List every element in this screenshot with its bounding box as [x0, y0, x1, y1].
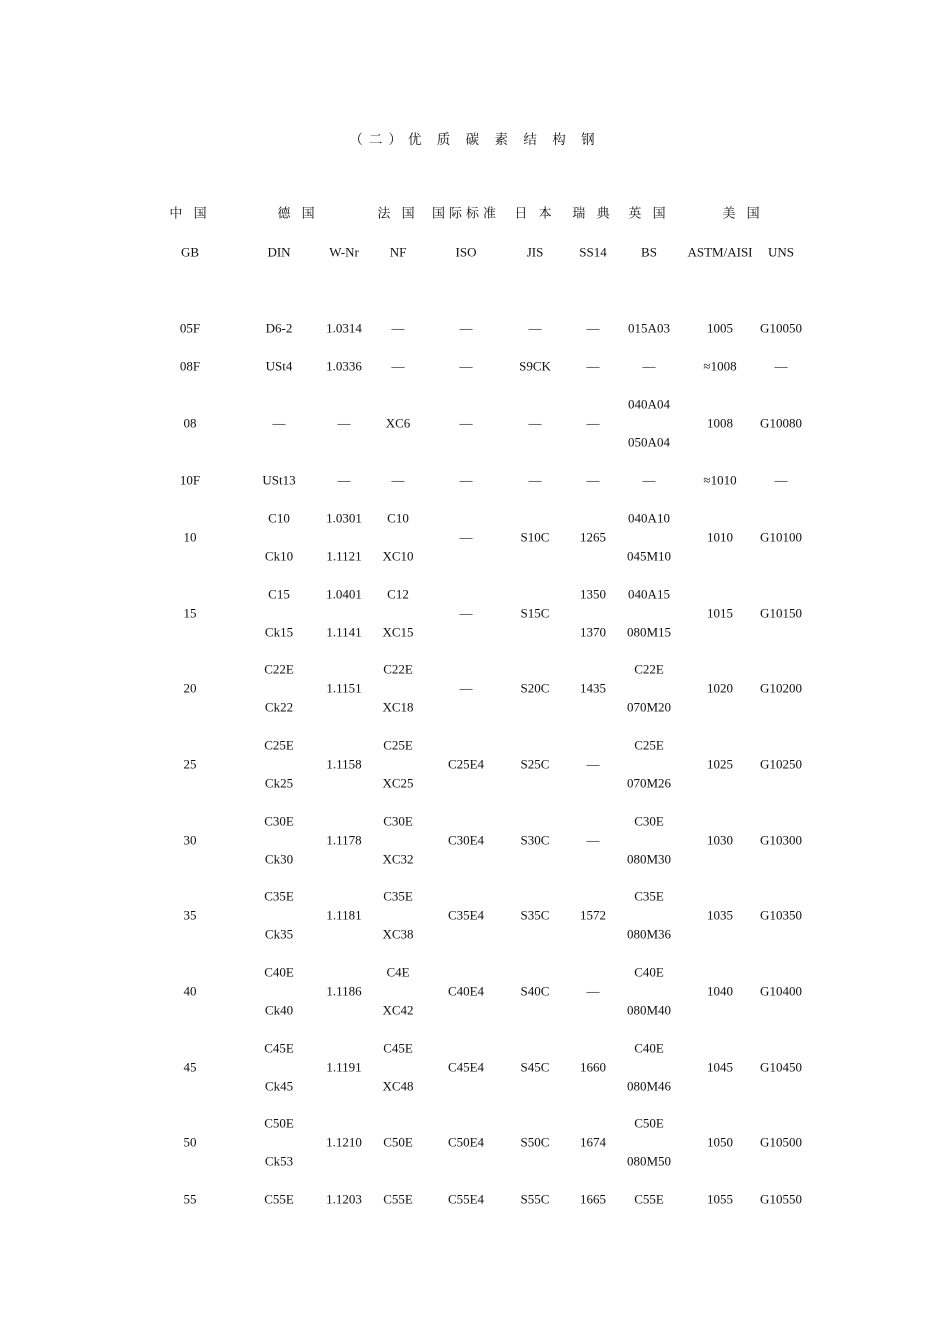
table-cell-uns: G10350: [760, 907, 802, 923]
table-cell-astm: 1010: [707, 529, 733, 545]
table-cell-nf: C25E: [383, 737, 413, 753]
table-cell-din: Ck15: [264, 624, 294, 640]
header-country: 英 国: [628, 205, 670, 221]
table-cell-bs: C50E: [634, 1115, 664, 1131]
header-country: 国际标准: [431, 205, 501, 221]
table-cell-din: USt4: [265, 358, 293, 374]
table-cell-gb: 40: [183, 983, 197, 999]
table-cell-wnr: 1.1203: [326, 1191, 362, 1207]
table-cell-din: C40E: [264, 964, 294, 980]
table-cell-astm: 1025: [707, 756, 733, 772]
table-cell-uns: G10100: [760, 529, 802, 545]
table-cell-nf: XC6: [385, 415, 411, 431]
header-country: 瑞 典: [572, 205, 614, 221]
table-cell-uns: —: [774, 472, 788, 488]
table-cell-bs: C35E: [634, 888, 664, 904]
table-cell-astm: 1040: [707, 983, 733, 999]
header-country: 日 本: [514, 205, 556, 221]
table-cell-uns: G10250: [760, 756, 802, 772]
header-standard-code: SS14: [579, 244, 607, 260]
table-cell-jis: S30C: [520, 832, 550, 848]
table-cell-bs: 015A03: [628, 320, 670, 336]
table-cell-jis: —: [528, 415, 542, 431]
table-cell-bs: 080M40: [626, 1002, 672, 1018]
table-cell-ss: —: [586, 472, 600, 488]
table-cell-gb: 08F: [179, 358, 201, 374]
header-standard-code: JIS: [526, 244, 544, 260]
table-cell-wnr: 1.1191: [326, 1059, 362, 1075]
table-cell-bs: C25E: [634, 737, 664, 753]
table-cell-iso: C25E4: [447, 756, 485, 772]
table-cell-iso: —: [459, 680, 473, 696]
table-cell-astm: ≈1010: [703, 472, 737, 488]
table-cell-din: Ck35: [264, 926, 294, 942]
table-cell-nf: —: [391, 472, 405, 488]
header-country: 中 国: [169, 205, 211, 221]
table-cell-bs: C55E: [634, 1191, 664, 1207]
table-cell-bs: C22E: [634, 661, 664, 677]
table-cell-astm: 1055: [707, 1191, 733, 1207]
table-cell-nf: C55E: [383, 1191, 413, 1207]
table-cell-bs: C40E: [634, 1040, 664, 1056]
table-cell-iso: C30E4: [447, 832, 485, 848]
table-cell-ss: —: [586, 832, 600, 848]
table-cell-nf: XC32: [382, 851, 414, 867]
table-cell-nf: —: [391, 358, 405, 374]
table-cell-ss: —: [586, 358, 600, 374]
header-standard-code: GB: [180, 244, 200, 260]
table-cell-gb: 35: [183, 907, 197, 923]
table-cell-gb: 25: [183, 756, 197, 772]
table-cell-gb: 10: [183, 529, 197, 545]
table-cell-ss: 1350: [580, 586, 606, 602]
table-cell-astm: 1015: [707, 605, 733, 621]
table-cell-jis: S50C: [520, 1134, 550, 1150]
table-cell-nf: C12: [387, 586, 409, 602]
table-cell-ss: 1572: [580, 907, 606, 923]
table-cell-astm: 1020: [707, 680, 733, 696]
table-cell-nf: XC15: [382, 624, 414, 640]
table-cell-jis: S40C: [520, 983, 550, 999]
table-cell-nf: XC18: [382, 699, 414, 715]
table-cell-wnr: 1.0301: [326, 510, 362, 526]
table-cell-iso: —: [459, 320, 473, 336]
table-cell-din: Ck22: [264, 699, 294, 715]
table-cell-bs: C40E: [634, 964, 664, 980]
table-cell-nf: XC48: [382, 1078, 414, 1094]
table-cell-wnr: 1.0401: [326, 586, 362, 602]
table-cell-ss: —: [586, 756, 600, 772]
table-cell-jis: S15C: [520, 605, 550, 621]
header-country: 德 国: [277, 205, 319, 221]
table-cell-ss: —: [586, 320, 600, 336]
table-cell-jis: —: [528, 320, 542, 336]
header-standard-code: ISO: [455, 244, 477, 260]
table-cell-wnr: 1.1210: [326, 1134, 362, 1150]
table-cell-ss: 1665: [580, 1191, 606, 1207]
table-cell-wnr: 1.0336: [326, 358, 362, 374]
table-cell-bs: 040A04: [628, 396, 670, 412]
table-cell-iso: —: [459, 605, 473, 621]
section-title: （二）优 质 碳 素 结 构 钢: [349, 132, 601, 147]
table-cell-iso: —: [459, 415, 473, 431]
table-cell-uns: G10200: [760, 680, 802, 696]
table-cell-iso: C55E4: [447, 1191, 485, 1207]
table-cell-ss: 1370: [580, 624, 606, 640]
table-cell-din: Ck10: [264, 548, 294, 564]
table-cell-astm: 1050: [707, 1134, 733, 1150]
table-cell-jis: S20C: [520, 680, 550, 696]
table-cell-bs: 040A15: [628, 586, 670, 602]
table-cell-nf: C22E: [383, 661, 413, 677]
table-cell-uns: G10550: [760, 1191, 802, 1207]
table-cell-jis: S55C: [520, 1191, 550, 1207]
header-standard-code: ASTM/AISI: [687, 244, 753, 260]
table-cell-nf: XC38: [382, 926, 414, 942]
table-cell-uns: G10400: [760, 983, 802, 999]
header-standard-code: BS: [641, 244, 657, 260]
table-cell-gb: 08: [183, 415, 197, 431]
table-cell-ss: —: [586, 983, 600, 999]
table-cell-nf: XC25: [382, 775, 414, 791]
table-cell-ss: 1674: [580, 1134, 606, 1150]
table-cell-nf: C45E: [383, 1040, 413, 1056]
table-cell-iso: —: [459, 472, 473, 488]
table-cell-bs: 045M10: [626, 548, 672, 564]
table-cell-wnr: 1.1181: [326, 907, 362, 923]
table-cell-wnr: 1.1158: [326, 756, 362, 772]
table-cell-wnr: 1.1186: [326, 983, 362, 999]
table-cell-nf: XC10: [382, 548, 414, 564]
table-cell-wnr: 1.0314: [326, 320, 362, 336]
table-cell-iso: C50E4: [447, 1134, 485, 1150]
table-cell-gb: 20: [183, 680, 197, 696]
table-cell-bs: 050A04: [628, 434, 670, 450]
table-cell-gb: 45: [183, 1059, 197, 1075]
table-cell-din: —: [272, 415, 286, 431]
table-cell-astm: 1005: [707, 320, 733, 336]
table-cell-wnr: —: [337, 472, 351, 488]
table-cell-nf: C50E: [383, 1134, 413, 1150]
table-cell-bs: —: [642, 472, 656, 488]
table-cell-jis: S25C: [520, 756, 550, 772]
table-cell-gb: 55: [183, 1191, 197, 1207]
header-country: 法 国: [377, 205, 419, 221]
table-cell-din: Ck25: [264, 775, 294, 791]
table-cell-ss: —: [586, 415, 600, 431]
table-cell-astm: 1035: [707, 907, 733, 923]
header-country: 美 国: [722, 205, 764, 221]
table-cell-astm: 1030: [707, 832, 733, 848]
table-cell-iso: C40E4: [447, 983, 485, 999]
table-cell-gb: 10F: [179, 472, 201, 488]
table-cell-jis: —: [528, 472, 542, 488]
table-cell-din: Ck30: [264, 851, 294, 867]
table-cell-wnr: 1.1141: [326, 624, 362, 640]
table-cell-wnr: 1.1151: [326, 680, 362, 696]
table-cell-bs: 080M15: [626, 624, 672, 640]
table-cell-jis: S10C: [520, 529, 550, 545]
table-cell-ss: 1265: [580, 529, 606, 545]
table-cell-uns: —: [774, 358, 788, 374]
table-cell-bs: 080M50: [626, 1153, 672, 1169]
header-standard-code: UNS: [767, 244, 795, 260]
table-cell-jis: S45C: [520, 1059, 550, 1075]
table-cell-uns: G10080: [760, 415, 802, 431]
table-cell-uns: G10450: [760, 1059, 802, 1075]
table-cell-ss: 1435: [580, 680, 606, 696]
table-cell-bs: 070M26: [626, 775, 672, 791]
table-cell-din: USt13: [262, 472, 296, 488]
table-cell-nf: XC42: [382, 1002, 414, 1018]
table-cell-uns: G10050: [760, 320, 802, 336]
table-cell-din: C30E: [264, 813, 294, 829]
table-cell-astm: ≈1008: [703, 358, 737, 374]
table-cell-bs: 040A10: [628, 510, 670, 526]
table-cell-iso: C45E4: [447, 1059, 485, 1075]
table-cell-bs: —: [642, 358, 656, 374]
table-cell-nf: C4E: [386, 964, 410, 980]
table-cell-nf: —: [391, 320, 405, 336]
table-cell-gb: 50: [183, 1134, 197, 1150]
table-cell-astm: 1008: [707, 415, 733, 431]
table-cell-gb: 15: [183, 605, 197, 621]
table-cell-iso: —: [459, 529, 473, 545]
table-cell-wnr: 1.1121: [326, 548, 362, 564]
table-cell-bs: C30E: [634, 813, 664, 829]
table-cell-bs: 070M20: [626, 699, 672, 715]
table-cell-wnr: 1.1178: [326, 832, 362, 848]
table-cell-nf: C35E: [383, 888, 413, 904]
table-cell-din: C45E: [264, 1040, 294, 1056]
header-standard-code: DIN: [267, 244, 291, 260]
table-cell-bs: 080M36: [626, 926, 672, 942]
table-cell-iso: —: [459, 358, 473, 374]
table-cell-astm: 1045: [707, 1059, 733, 1075]
table-cell-jis: S9CK: [519, 358, 551, 374]
table-cell-uns: G10500: [760, 1134, 802, 1150]
table-cell-din: D6-2: [265, 320, 293, 336]
table-cell-gb: 05F: [179, 320, 201, 336]
header-standard-code: NF: [389, 244, 407, 260]
table-cell-jis: S35C: [520, 907, 550, 923]
table-cell-nf: C10: [387, 510, 409, 526]
header-standard-code: W-Nr: [329, 244, 359, 260]
table-cell-uns: G10150: [760, 605, 802, 621]
table-cell-bs: 080M30: [626, 851, 672, 867]
table-cell-din: C25E: [264, 737, 294, 753]
table-cell-din: C22E: [264, 661, 294, 677]
table-cell-din: C50E: [264, 1115, 294, 1131]
table-cell-wnr: —: [337, 415, 351, 431]
table-cell-iso: C35E4: [447, 907, 485, 923]
table-cell-din: C55E: [264, 1191, 294, 1207]
table-cell-gb: 30: [183, 832, 197, 848]
table-cell-ss: 1660: [580, 1059, 606, 1075]
table-cell-din: Ck45: [264, 1078, 294, 1094]
table-cell-din: C35E: [264, 888, 294, 904]
table-cell-bs: 080M46: [626, 1078, 672, 1094]
table-cell-din: Ck40: [264, 1002, 294, 1018]
table-cell-din: C10: [268, 510, 290, 526]
table-cell-din: C15: [268, 586, 290, 602]
table-cell-din: Ck53: [264, 1153, 294, 1169]
table-cell-uns: G10300: [760, 832, 802, 848]
table-cell-nf: C30E: [383, 813, 413, 829]
